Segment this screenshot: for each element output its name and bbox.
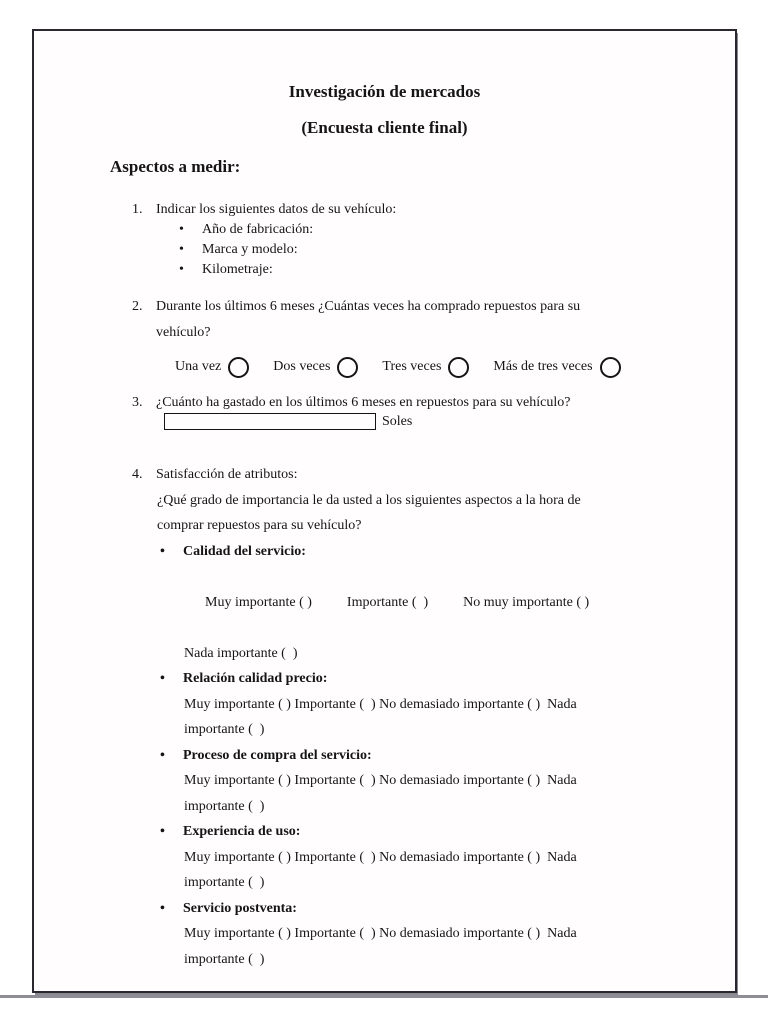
question-3-answer-row — [164, 413, 412, 430]
attribute-options-line2: importante ( ) — [184, 875, 265, 890]
option-mas-de-tres-veces — [493, 356, 620, 378]
attribute-options-line: Muy importante ( ) Importante ( ) No demasiado importante ( ) Nada — [184, 696, 577, 712]
attribute-calidad-del-servicio — [160, 539, 589, 565]
option-una-vez — [175, 356, 249, 378]
question-2-number: 2. — [132, 299, 143, 314]
question-4-text: Satisfacción de atributos: — [156, 467, 298, 482]
attribute-name: Servicio postventa: — [183, 900, 297, 916]
radio-circle[interactable] — [600, 357, 621, 378]
bullet-icon: • — [160, 671, 165, 686]
bullet-icon: • — [179, 222, 184, 237]
question-2-options — [175, 356, 621, 378]
q1-bullet-label: Kilometraje: — [202, 262, 273, 277]
attribute-options-line: Muy importante ( ) Importante ( ) No demasiado importante ( ) Nada — [184, 926, 577, 941]
question-1-text: Indicar los siguientes datos de su vehículo: — [156, 202, 397, 217]
attribute-name: Proceso de compra del servicio: — [183, 747, 372, 763]
attribute-options-line: Muy importante ( ) Importante ( ) No demasiado importante ( ) Nada — [184, 849, 577, 865]
option-muy-importante: Muy importante ( ) — [205, 594, 312, 610]
question-2 — [132, 294, 580, 345]
question-1 — [132, 200, 396, 220]
question-2-line1 — [132, 294, 580, 320]
attribute-servicio-postventa — [160, 896, 589, 922]
bullet-icon: • — [179, 242, 184, 257]
question-1-bullet-list — [132, 220, 313, 280]
q1-bullet-label: Año de fabricación: — [202, 222, 314, 237]
attribute-name: Relación calidad precio: — [183, 671, 328, 686]
attribute-relacion-calidad-precio — [160, 666, 589, 692]
attribute-options-line2: importante ( ) — [184, 722, 265, 737]
page-separator — [0, 995, 768, 998]
radio-circle[interactable] — [448, 357, 469, 378]
radio-circle[interactable] — [228, 357, 249, 378]
attribute-options-line: Muy importante ( ) Importante ( ) No demasiado importante ( ) Nada — [184, 773, 577, 788]
list-item — [179, 260, 313, 280]
option-dos-veces — [273, 356, 358, 378]
question-4-number: 4. — [132, 467, 143, 482]
attribute-experiencia-de-uso — [160, 819, 589, 845]
question-1-number: 1. — [132, 202, 143, 217]
question-3-text: ¿Cuánto ha gastado en los últimos 6 meses en repuestos para su vehículo? — [156, 395, 571, 410]
attribute-name: Calidad del servicio: — [183, 543, 306, 559]
option-no-muy-importante: No muy importante ( ) — [463, 594, 590, 610]
attribute-options-line2: Nada importante ( ) — [184, 645, 298, 661]
option-mas-de-tres-veces-label: Más de tres veces — [493, 359, 593, 374]
bullet-icon: • — [160, 900, 165, 916]
doc-title: Investigación de mercados — [288, 82, 481, 101]
question-3 — [132, 393, 570, 413]
attribute-options-line — [184, 564, 589, 641]
option-importante: Importante ( ) — [346, 594, 429, 610]
q1-bullet-label: Marca y modelo: — [202, 242, 298, 257]
option-dos-veces-label: Dos veces — [273, 359, 331, 374]
attribute-options-line2: importante ( ) — [184, 951, 265, 967]
question-4 — [132, 462, 589, 972]
question-4-intro-line1: ¿Qué grado de importancia le da usted a los siguientes aspectos a la hora de — [157, 492, 581, 508]
bullet-icon: • — [160, 543, 165, 559]
section-heading: Aspectos a medir: — [110, 157, 241, 176]
bullet-icon: • — [179, 262, 184, 277]
question-2-line2: vehículo? — [156, 324, 211, 340]
option-tres-veces — [382, 356, 469, 378]
unit-label: Soles — [382, 413, 413, 429]
option-tres-veces-label: Tres veces — [382, 359, 442, 374]
attribute-name: Experiencia de uso: — [183, 824, 301, 839]
bullet-icon: • — [160, 747, 165, 763]
list-item — [179, 220, 313, 240]
question-4-head — [132, 462, 589, 488]
question-2-text: Durante los últimos 6 meses ¿Cuántas veces ha comprado repuestos para su — [156, 299, 581, 314]
option-una-vez-label: Una vez — [175, 359, 222, 374]
question-4-intro-line2: comprar repuestos para su vehículo? — [157, 518, 362, 533]
doc-subtitle: (Encuesta cliente final) — [301, 118, 468, 137]
radio-circle[interactable] — [337, 357, 358, 378]
amount-input[interactable] — [164, 413, 376, 430]
question-3-number: 3. — [132, 395, 143, 410]
attribute-options-line2: importante ( ) — [184, 798, 265, 814]
attribute-proceso-de-compra — [160, 743, 589, 769]
bullet-icon: • — [160, 824, 165, 839]
list-item — [179, 240, 313, 260]
